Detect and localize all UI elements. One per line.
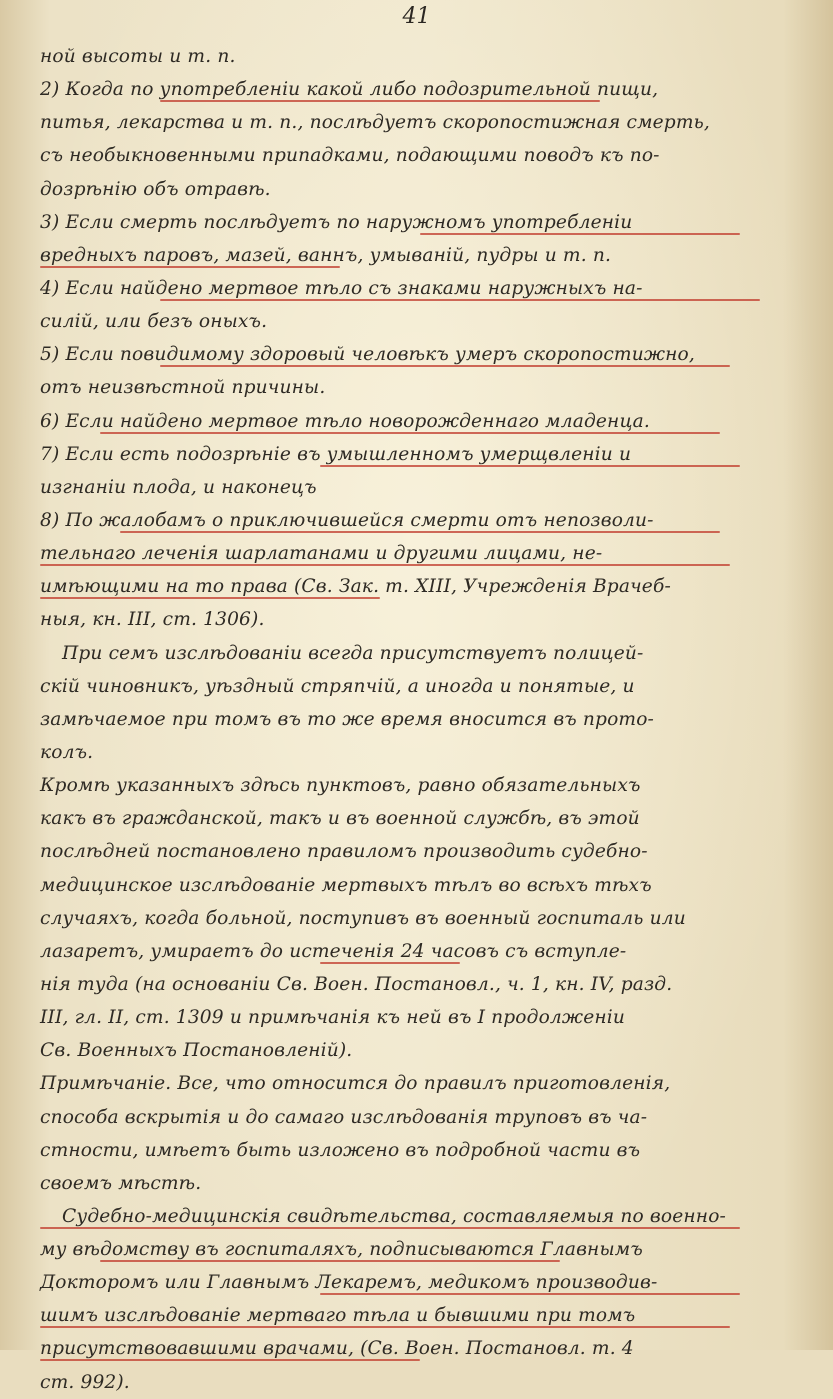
text-line: 4) Если найдено мертвое тѣло съ знаками наружныхъ на- [40,272,780,305]
red-underline-stroke [160,299,760,301]
text-line: изгнаніи плода, и наконецъ [40,476,317,498]
text-line: способа вскрытія и до самаго изслѣдованія труповъ въ ча- [40,1106,648,1128]
text-line: При семъ изслѣдованіи всегда присутствуетъ полицей- [62,642,644,664]
text-line: отъ неизвѣстной причины. [40,377,326,399]
red-underline-stroke [40,597,380,599]
red-underline-stroke [40,1359,420,1361]
text-line: медицинское изслѣдованіе мертвыхъ тѣлъ во всѣхъ тѣхъ [40,874,652,896]
text-line: имѣющими на то права (Св. Зак. т. XIII, Учрежденія Врачеб- [40,576,671,598]
red-underline-stroke [40,266,340,268]
text-line: 2) Когда по употребленіи какой либо подозрительной пищи, [40,79,659,101]
text-line: тельнаго леченія шарлатанами и другими лицами, не- [40,537,780,570]
text-line: дозрѣнію объ отравѣ. [40,178,271,200]
red-underline-stroke [100,1260,560,1262]
text-line: съ необыкновенными припадками, подающими поводъ къ по- [40,145,660,167]
red-underline-stroke [40,1227,740,1229]
handwritten-text-block [40,40,780,1399]
text-line: 8) По жалобамъ о приключившейся смерти отъ непозволи- [40,504,780,537]
text-line: 7) Если есть подозрѣніе въ умышленномъ умерщвленіи и [40,438,780,471]
red-underline-stroke [420,233,740,235]
text-line: шимъ изслѣдованіе мертваго тѣла и бывшими при томъ [40,1299,780,1332]
text-line: Св. Военныхъ Постановленій). [40,1040,353,1062]
red-underline-stroke [160,365,730,367]
text-line: послѣдней постановлено правиломъ производить судебно- [40,841,648,863]
text-line: своемъ мѣстѣ. [40,1172,202,1194]
text-line: вредныхъ паровъ, мазей, ваннъ, умываній, пудры и т. п. [40,244,612,266]
text-line: III, гл. II, ст. 1309 и примѣчанія къ ней въ I продолженіи [40,1007,625,1029]
red-underline-stroke [160,100,600,102]
text-line: ст. 992). [40,1371,130,1393]
red-underline-stroke [40,564,730,566]
text-line: нія туда (на основаніи Св. Воен. Постановл., ч. 1, кн. IV, разд. [40,973,673,995]
text-line: замѣчаемое при томъ въ то же время вносится въ прото- [40,708,654,730]
red-underline-stroke [320,1293,740,1295]
text-line: присутствовавшими врачами, (Св. Воен. Постановл. т. 4 [40,1338,634,1360]
text-line: му вѣдомству въ госпиталяхъ, подписываются Главнымъ [40,1239,643,1261]
page-number: 41 [402,4,431,29]
red-underline-stroke [320,465,740,467]
red-underline-stroke [120,531,720,533]
text-line: случаяхъ, когда больной, поступивъ въ военный госпиталь или [40,907,686,929]
red-underline-stroke [320,962,460,964]
text-line: ной высоты и т. п. [40,46,236,67]
text-line: Судебно-медицинскія свидѣтельства, составляемыя по военно- [40,1200,780,1233]
text-line: колъ. [40,741,94,763]
text-line: ныя, кн. III, ст. 1306). [40,609,265,631]
text-line: Примѣчаніе. Все, что относится до правилъ приготовленія, [40,1073,671,1095]
text-line: питья, лекарства и т. п., послѣдуетъ скоропостижная смерть, [40,112,710,134]
text-line: Докторомъ или Главнымъ Лекаремъ, медикомъ производив- [40,1266,780,1299]
text-line: скій чиновникъ, уѣздный стряпчій, а иногда и понятые, и [40,675,635,697]
text-line: 5) Если повидимому здоровый человѣкъ умеръ скоропостижно, [40,338,780,371]
text-line: лазаретъ, умираетъ до истеченія 24 часовъ съ вступле- [40,940,627,962]
red-underline-stroke [100,432,720,434]
red-underline-stroke [40,1326,730,1328]
text-line: силій, или безъ оныхъ. [40,311,268,333]
text-line: стности, имѣетъ быть изложено въ подробной части въ [40,1139,641,1161]
text-line: 3) Если смерть послѣдуетъ по наружномъ употребленіи [40,206,780,239]
text-line: какъ въ гражданской, такъ и въ военной службѣ, въ этой [40,808,640,830]
text-line: 6) Если найдено мертвое тѣло новорожденнаго младенца. [40,405,780,438]
text-line: Кромѣ указанныхъ здѣсь пунктовъ, равно обязательныхъ [40,775,641,797]
